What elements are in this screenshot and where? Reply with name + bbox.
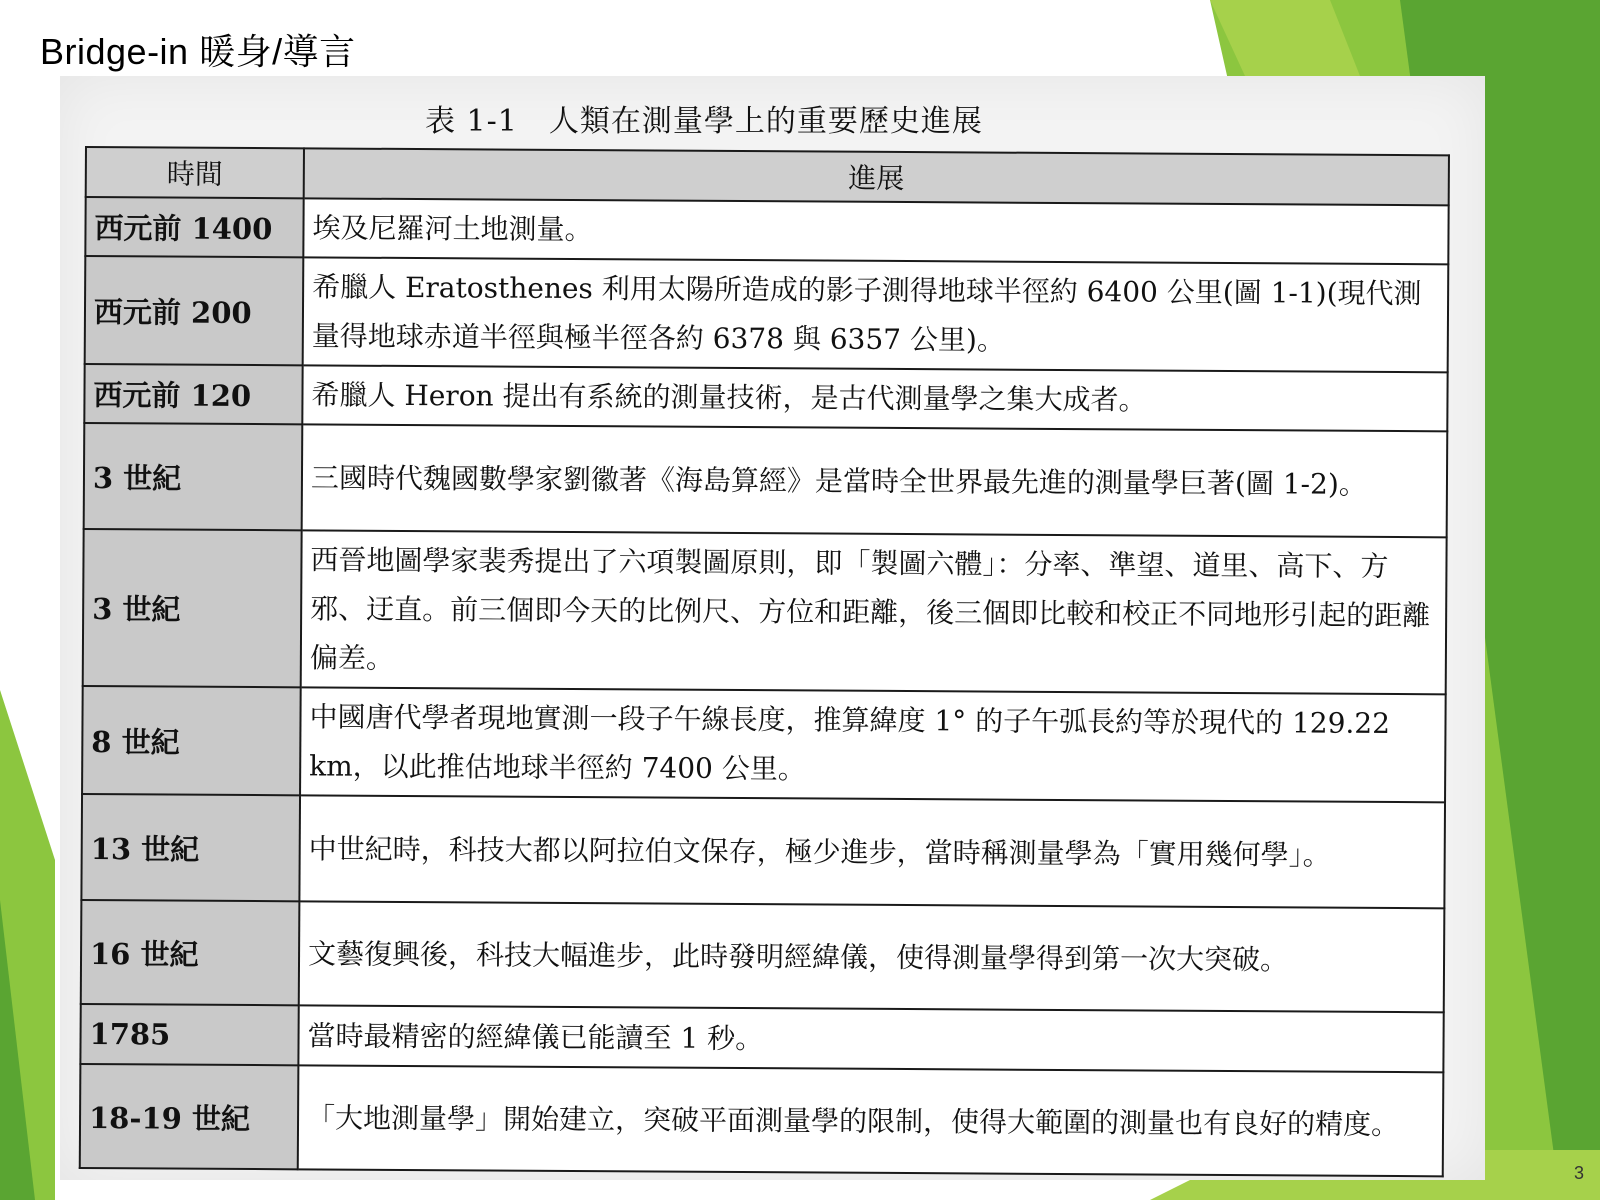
table-row bbox=[83, 529, 1447, 694]
row-description: 當時最精密的經緯儀已能讀至 1 秒。 bbox=[298, 1005, 1443, 1072]
history-table bbox=[79, 146, 1450, 1177]
row-description: 「大地測量學」開始建立，突破平面測量學的限制，使得大範圍的測量也有良好的精度。 bbox=[298, 1065, 1444, 1176]
row-time: 3 世紀 bbox=[83, 529, 302, 687]
table-row bbox=[81, 900, 1445, 1012]
page-number: 3 bbox=[1573, 1163, 1584, 1183]
table-row bbox=[85, 197, 1448, 264]
row-time: 1785 bbox=[80, 1004, 298, 1065]
row-description: 中國唐代學者現地實測一段子午線長度，推算緯度 1° 的子午弧長約等於現代的 129.22 km，以此推估地球半徑約 7400 公里。 bbox=[300, 687, 1446, 802]
row-description: 埃及尼羅河土地測量。 bbox=[303, 198, 1448, 264]
table-row bbox=[84, 364, 1447, 431]
table-row bbox=[80, 1004, 1443, 1072]
row-time: 西元前 200 bbox=[85, 256, 304, 365]
table-row bbox=[81, 794, 1445, 908]
row-time: 18-19 世紀 bbox=[80, 1064, 299, 1169]
row-description: 文藝復興後，科技大幅進步，此時發明經緯儀，使得測量學得到第一次大突破。 bbox=[299, 901, 1445, 1012]
table-caption: 表 1-1 人類在測量學上的重要歷史進展 bbox=[425, 104, 983, 139]
table-row bbox=[85, 256, 1449, 372]
row-time: 西元前 120 bbox=[84, 364, 302, 424]
table-row bbox=[84, 423, 1448, 537]
row-time: 16 世紀 bbox=[81, 900, 300, 1005]
row-description: 希臘人 Eratosthenes 利用太陽所造成的影子測得地球半徑約 6400 公里(圖 1-1)(現代測量得地球赤道半徑與極半徑各約 6378 與 6357 公里)。 bbox=[303, 257, 1449, 372]
row-time: 8 世紀 bbox=[82, 686, 301, 795]
table-row bbox=[80, 1064, 1444, 1176]
header-time: 時間 bbox=[86, 147, 304, 198]
row-time: 西元前 1400 bbox=[85, 197, 303, 257]
row-description: 西晉地圖學家裴秀提出了六項製圖原則，即「製圖六體」：分率、準望、道里、高下、方邪、迂直。前三個即今天的比例尺、方位和距離，後三個即比較和校正不同地形引起的距離偏差。 bbox=[301, 530, 1447, 694]
row-time: 13 世紀 bbox=[81, 794, 300, 901]
row-description: 中世紀時，科技大都以阿拉伯文保存，極少進步，當時稱測量學為「實用幾何學」。 bbox=[299, 795, 1445, 908]
table-row bbox=[82, 686, 1446, 802]
row-description: 希臘人 Heron 提出有系統的測量技術，是古代測量學之集大成者。 bbox=[302, 365, 1447, 431]
table-header-row bbox=[86, 147, 1449, 205]
row-time: 3 世紀 bbox=[84, 423, 303, 530]
row-description: 三國時代魏國數學家劉徽著《海島算經》是當時全世界最先進的測量學巨著(圖 1-2)。 bbox=[302, 424, 1448, 537]
header-progress: 進展 bbox=[304, 148, 1449, 205]
slide-title: Bridge-in 暖身/導言 bbox=[40, 31, 356, 72]
